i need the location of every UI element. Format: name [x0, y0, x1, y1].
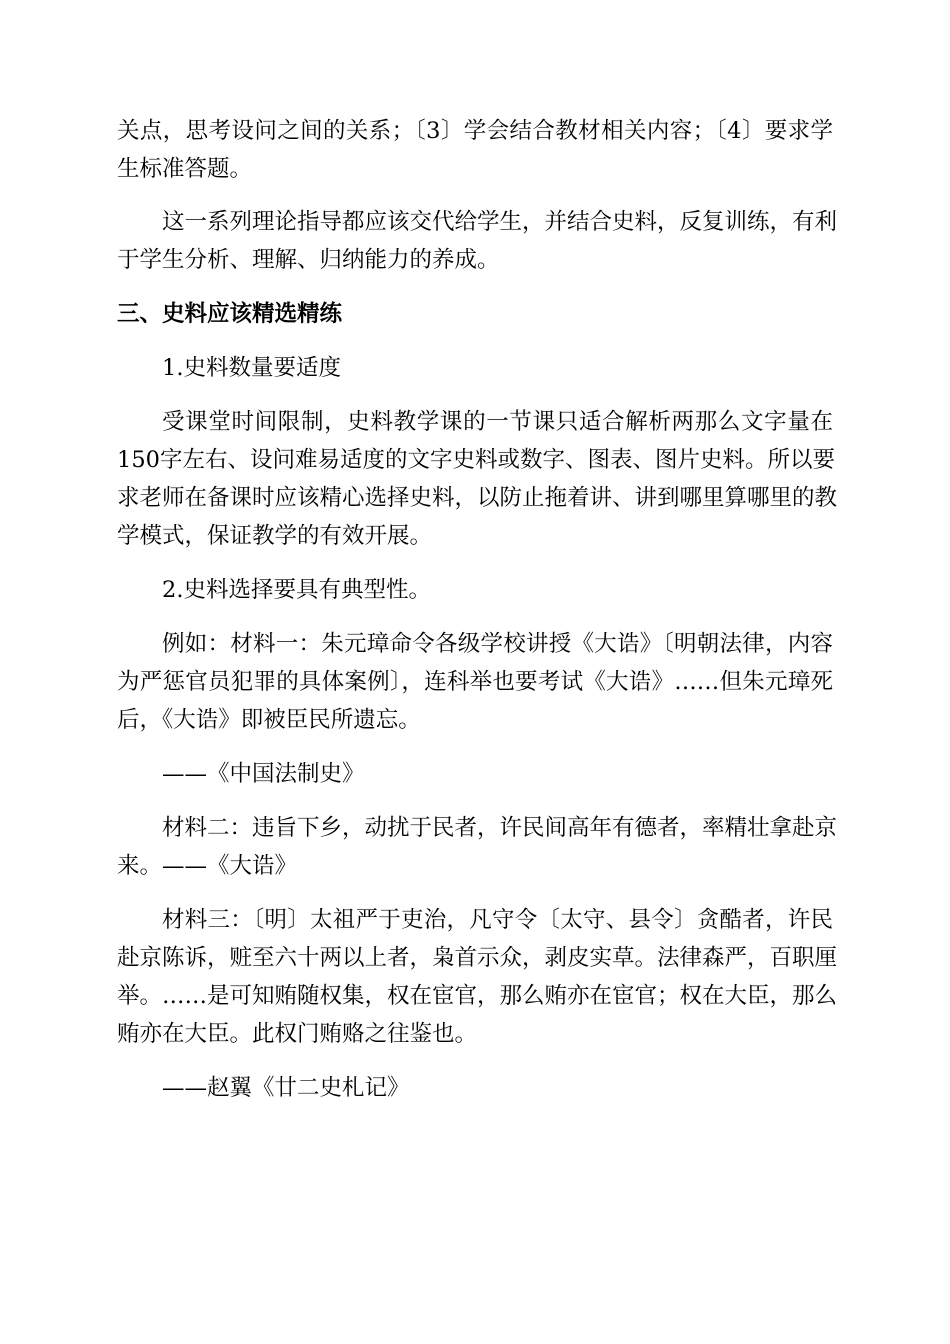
source-citation: ——《中国法制史》 — [162, 761, 365, 787]
text-line: 赴京陈诉，赃至六十两以上者，枭首示众，剥皮实草。法律森严，百职厘 — [117, 945, 838, 971]
text-line: 于学生分析、理解、归纳能力的养成。 — [117, 247, 500, 273]
text-line: 材料二：违旨下乡，动扰于民者，许民间高年有德者，率精壮拿赴京 — [162, 815, 838, 841]
text-line: 150字左右、设问难易适度的文字史料或数字、图表、图片史料。所以要 — [117, 447, 835, 473]
text-line: 求老师在备课时应该精心选择史料，以防止拖着讲、讲到哪里算哪里的教 — [117, 485, 838, 511]
text-line: 例如：材料一：朱元璋命令各级学校讲授《大诰》〔明朝法律，内容 — [162, 631, 833, 657]
text-line: 贿亦在大臣。此权门贿赂之往鉴也。 — [117, 1021, 478, 1047]
section-heading: 三、史料应该精选精练 — [117, 301, 343, 327]
subheading: 1.史料数量要适度 — [162, 355, 341, 381]
text-line: 生标准答题。 — [117, 156, 253, 182]
text-line: 为严惩官员犯罪的具体案例〕，连科举也要考试《大诰》……但朱元璋死 — [117, 669, 833, 695]
subheading: 2.史料选择要具有典型性。 — [162, 577, 431, 603]
text-line: 这一系列理论指导都应该交代给学生，并结合史料，反复训练，有利 — [162, 209, 838, 235]
text-line: 关点，思考设问之间的关系；〔3〕学会结合教材相关内容；〔4〕要求学 — [117, 118, 833, 144]
text-line: 材料三：〔明〕太祖严于吏治，凡守令〔太守、县令〕贪酷者，许民 — [162, 907, 833, 933]
text-line: 后，《大诰》即被臣民所遗忘。 — [117, 707, 421, 733]
text-line: 学模式，保证教学的有效开展。 — [117, 523, 433, 549]
text-line: 受课堂时间限制，史料教学课的一节课只适合解析两那么文字量在 — [162, 409, 833, 435]
source-citation: ——赵翼《廿二史札记》 — [162, 1075, 410, 1101]
text-line: 来。——《大诰》 — [117, 853, 298, 879]
text-line: 举。……是可知贿随权集，权在宦官，那么贿亦在宦官；权在大臣，那么 — [117, 983, 838, 1009]
